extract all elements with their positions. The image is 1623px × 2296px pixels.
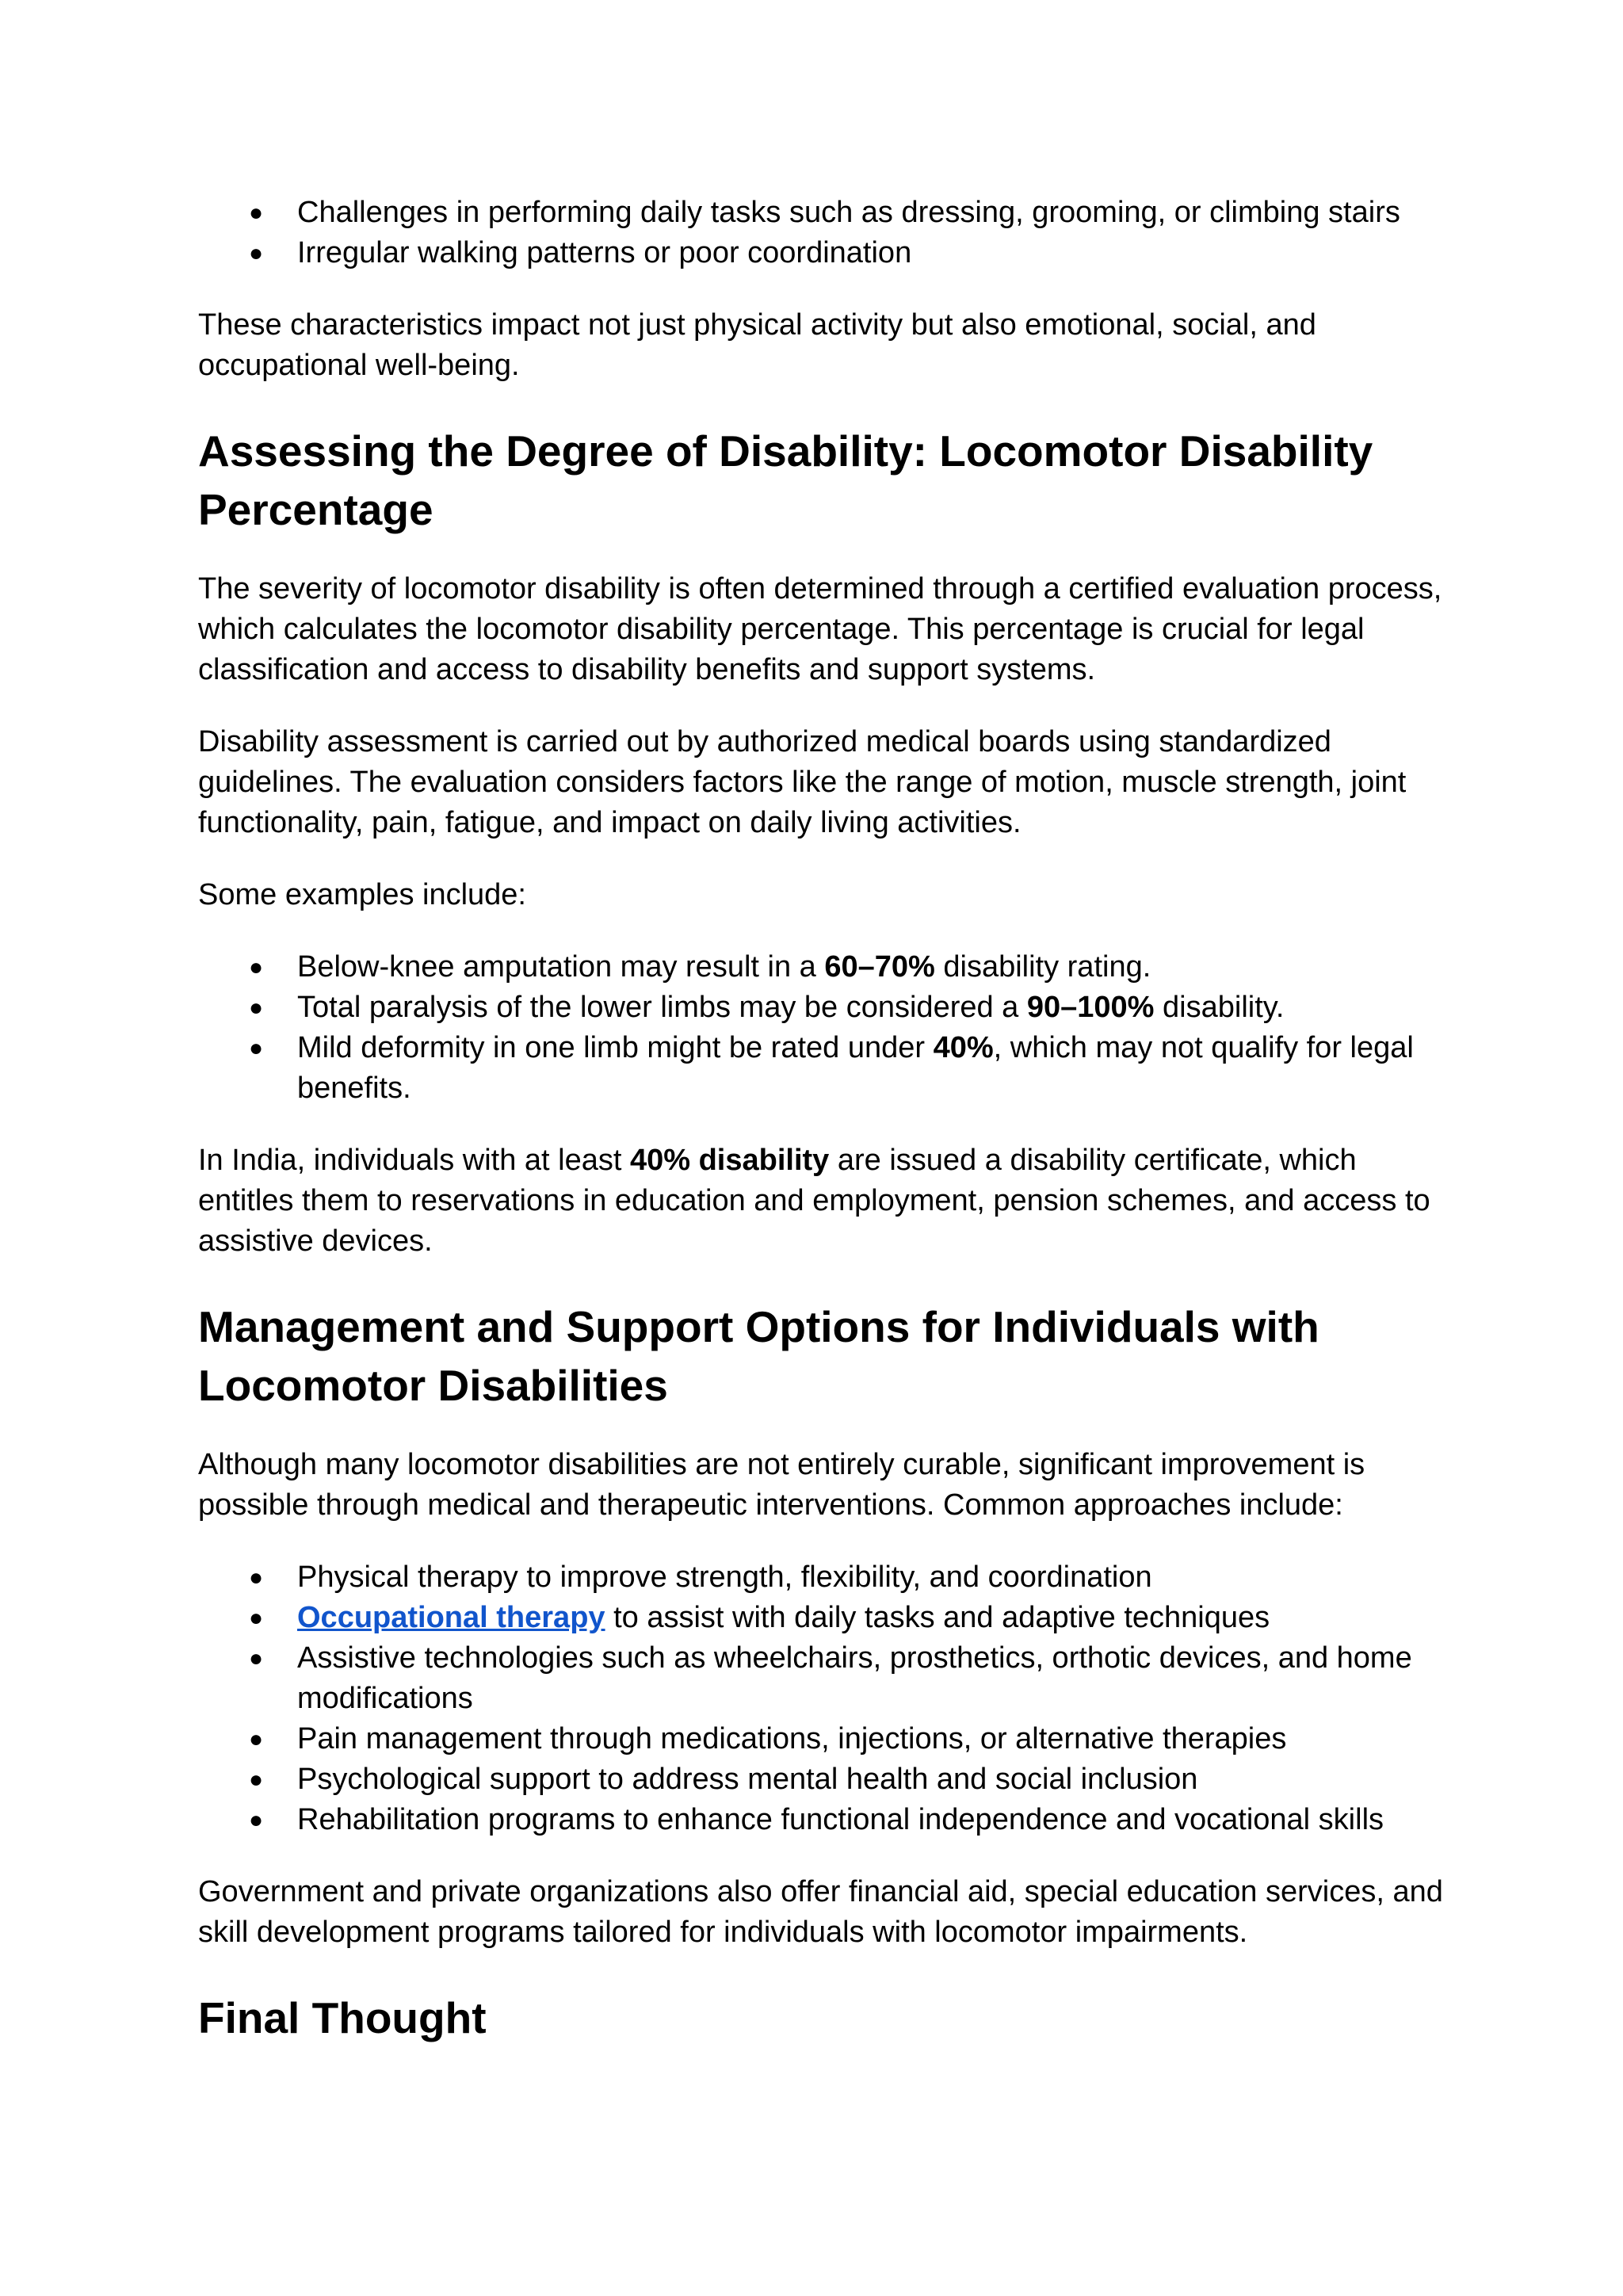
example-text-after: disability. [1154,991,1285,1024]
bullet-icon: ● [249,954,264,980]
example-text-before: Below-knee amputation may result in a [297,950,825,984]
characteristics-paragraph: These characteristics impact not just physical activity but also emotional, social, and occupational well-being. [198,308,1316,382]
example-percentage: 40% [933,1031,994,1064]
occupational-therapy-link[interactable]: Occupational therapy [297,1601,605,1634]
section-heading-assessing: Assessing the Degree of Disability: Locomotor Disability Percentage [198,426,1373,534]
list-item [198,947,1450,988]
india-text-before: In India, individuals with at least [198,1144,630,1177]
list-item [198,1028,1450,1109]
examples-intro: Some examples include: [198,878,526,911]
example-text-after: , which may not qualify for legal benefits. [297,1031,1414,1105]
bullet-icon: ● [249,1035,264,1061]
symptoms-list [198,193,1450,273]
section-heading-management: Management and Support Options for Individuals with Locomotor Disabilities [198,1302,1319,1410]
bullet-icon: ● [249,1564,264,1591]
india-threshold: 40% disability [629,1144,830,1177]
bullet-icon: ● [249,1767,264,1793]
government-paragraph: Government and private organizations also offer financial aid, special education services, and skill development programs tailored for individuals with locomotor impairments. [198,1875,1443,1949]
list-item-text: Psychological support to address mental health and social inclusion [297,1763,1198,1796]
example-percentage: 60–70% [824,950,935,984]
list-item-text: Irregular walking patterns or poor coordination [297,236,912,269]
list-item [198,1598,1450,1638]
management-paragraph: Although many locomotor disabilities are not entirely curable, significant improvement is possible through medical and therapeutic interventions. Common approaches include: [198,1448,1365,1522]
example-text-before: Total paralysis of the lower limbs may be considered a [297,991,1027,1024]
list-item-text: Assistive technologies such as wheelchairs, prosthetics, orthotic devices, and home modifications [297,1641,1412,1715]
list-item [198,1759,1450,1800]
bullet-icon: ● [249,1645,264,1671]
section-heading-final: Final Thought [198,1993,487,2042]
bullet-icon: ● [249,995,264,1021]
list-item-text: Challenges in performing daily tasks such as dressing, grooming, or climbing stairs [297,196,1400,229]
list-item [198,988,1450,1028]
list-item [198,1557,1450,1598]
list-item [198,1800,1450,1840]
list-item-text: Rehabilitation programs to enhance functional independence and vocational skills [297,1803,1384,1836]
examples-list [198,947,1450,1109]
bullet-icon: ● [249,240,264,266]
bullet-icon: ● [249,1807,264,1833]
list-item [198,1638,1450,1719]
india-text-after: are issued a disability certificate, which entitles them to reservations in education and employment, pension schemes, and access to assistive devices. [198,1144,1430,1258]
document-page [198,193,1450,2047]
bullet-icon: ● [249,200,264,226]
bullet-icon: ● [249,1605,264,1631]
example-text-before: Mild deformity in one limb might be rated under [297,1031,934,1064]
list-item [198,193,1450,233]
india-paragraph [198,1140,1450,1262]
example-percentage: 90–100% [1026,991,1155,1024]
list-item [198,233,1450,273]
list-item-text: to assist with daily tasks and adaptive techniques [605,1601,1270,1634]
example-text-after: disability rating. [934,950,1151,984]
approaches-list [198,1557,1450,1840]
assessment-paragraph: Disability assessment is carried out by authorized medical boards using standardized guidelines. The evaluation considers factors like the range of motion, muscle strength, joint functionality, pain, fatigue, and impact on daily living activities. [198,725,1407,839]
bullet-icon: ● [249,1726,264,1752]
list-item-text: Pain management through medications, injections, or alternative therapies [297,1722,1287,1755]
list-item-text: Physical therapy to improve strength, flexibility, and coordination [297,1561,1152,1594]
list-item [198,1719,1450,1759]
severity-paragraph: The severity of locomotor disability is often determined through a certified evaluation process, which calculates the locomotor disability percentage. This percentage is crucial for legal classification and access to disability benefits and support systems. [198,572,1442,686]
